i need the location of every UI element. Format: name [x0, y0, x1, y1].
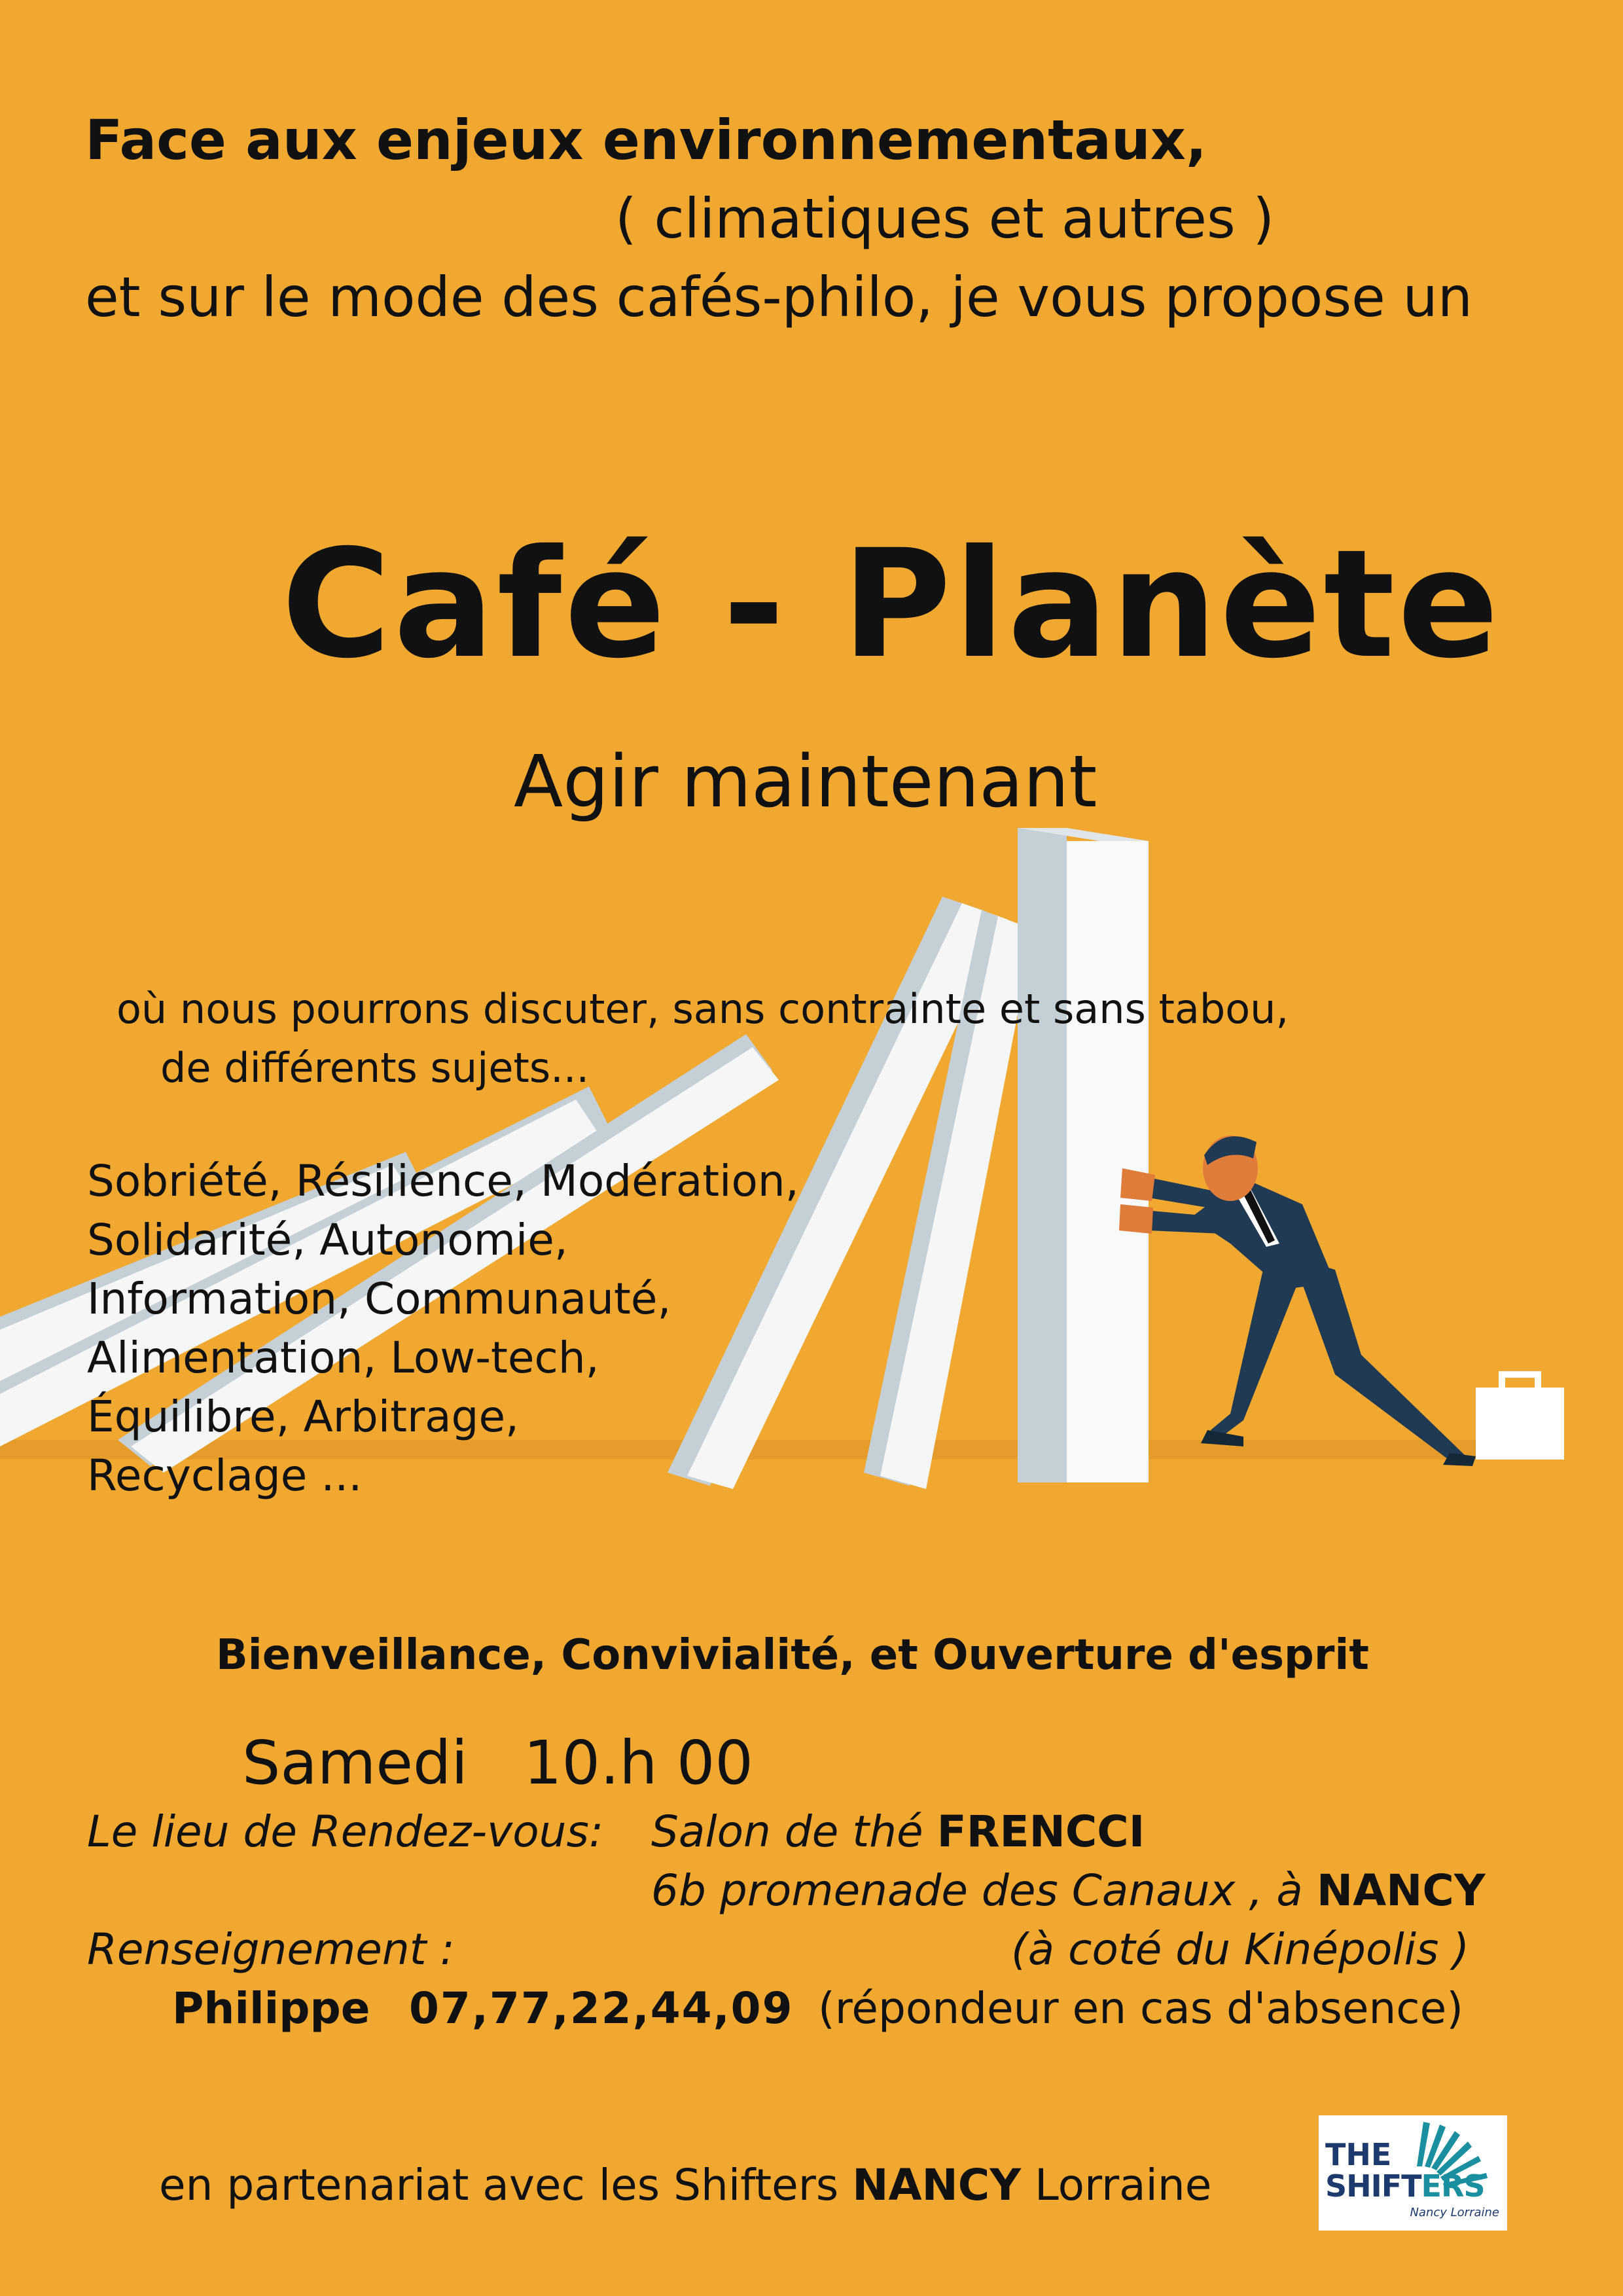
partner-suffix: Lorraine [1021, 2160, 1212, 2210]
poster-subtitle: Agir maintenant [514, 740, 1097, 823]
landmark: (à coté du Kinépolis ) [1011, 1924, 1470, 1975]
topic-item: Information, Communauté, [87, 1274, 671, 1324]
contact-name: Philippe [172, 1983, 370, 2034]
briefcase-icon [1476, 1374, 1564, 1460]
topic-item: Sobriété, Résilience, Modération, [87, 1156, 799, 1206]
topic-item: Alimentation, Low-tech, [87, 1333, 599, 1383]
venue [651, 1806, 1145, 1857]
venue-prefix: Salon de thé [651, 1806, 937, 1857]
logo-line-2b: ERS [1421, 2168, 1485, 2204]
values-tagline: Bienveillance, Convivialité, et Ouverture d'esprit [216, 1631, 1369, 1679]
discussion-line-2: de différents sujets... [160, 1044, 590, 1092]
event-time: 10.h 00 [524, 1728, 753, 1798]
logo-line-2 [1325, 2170, 1485, 2202]
contact-phone: 07,77,22,44,09 [409, 1983, 794, 2034]
intro-line-2: ( climatiques et autres ) [615, 187, 1275, 251]
logo-line-1: THE [1325, 2137, 1392, 2172]
address [651, 1865, 1486, 1916]
venue-name: FRENCCI [936, 1806, 1145, 1857]
discussion-line-1: où nous pourrons discuter, sans contrainte et sans tabou, [116, 985, 1289, 1033]
topic-item: Recyclage ... [87, 1450, 363, 1501]
info-label: Renseignement : [87, 1924, 455, 1975]
partner-line [159, 2160, 1211, 2210]
logo-line-3: Nancy Lorraine [1410, 2206, 1499, 2219]
poster-title: Café - Planète [281, 517, 1502, 691]
topic-item: Solidarité, Autonomie, [87, 1215, 568, 1265]
topics-list [87, 1152, 799, 1505]
address-prefix: 6b promenade des Canaux , à [651, 1865, 1317, 1916]
shifters-logo [1319, 2115, 1507, 2231]
domino-standing-front [1067, 841, 1149, 1482]
domino-standing-side [1018, 828, 1067, 1482]
contact-note: (répondeur en cas d'absence) [818, 1983, 1463, 2034]
intro-line-1: Face aux enjeux environnementaux, [85, 108, 1207, 172]
partner-prefix: en partenariat avec les Shifters [159, 2160, 853, 2210]
address-city: NANCY [1316, 1865, 1486, 1916]
intro-line-3: et sur le mode des cafés-philo, je vous propose un [85, 265, 1472, 329]
topic-item: Équilibre, Arbitrage, [87, 1391, 520, 1442]
business-man [1119, 1136, 1476, 1466]
place-label: Le lieu de Rendez-vous: [87, 1806, 604, 1857]
logo-line-2a: SHIFT [1325, 2168, 1421, 2204]
partner-city: NANCY [852, 2160, 1022, 2210]
event-day: Samedi [242, 1728, 468, 1798]
